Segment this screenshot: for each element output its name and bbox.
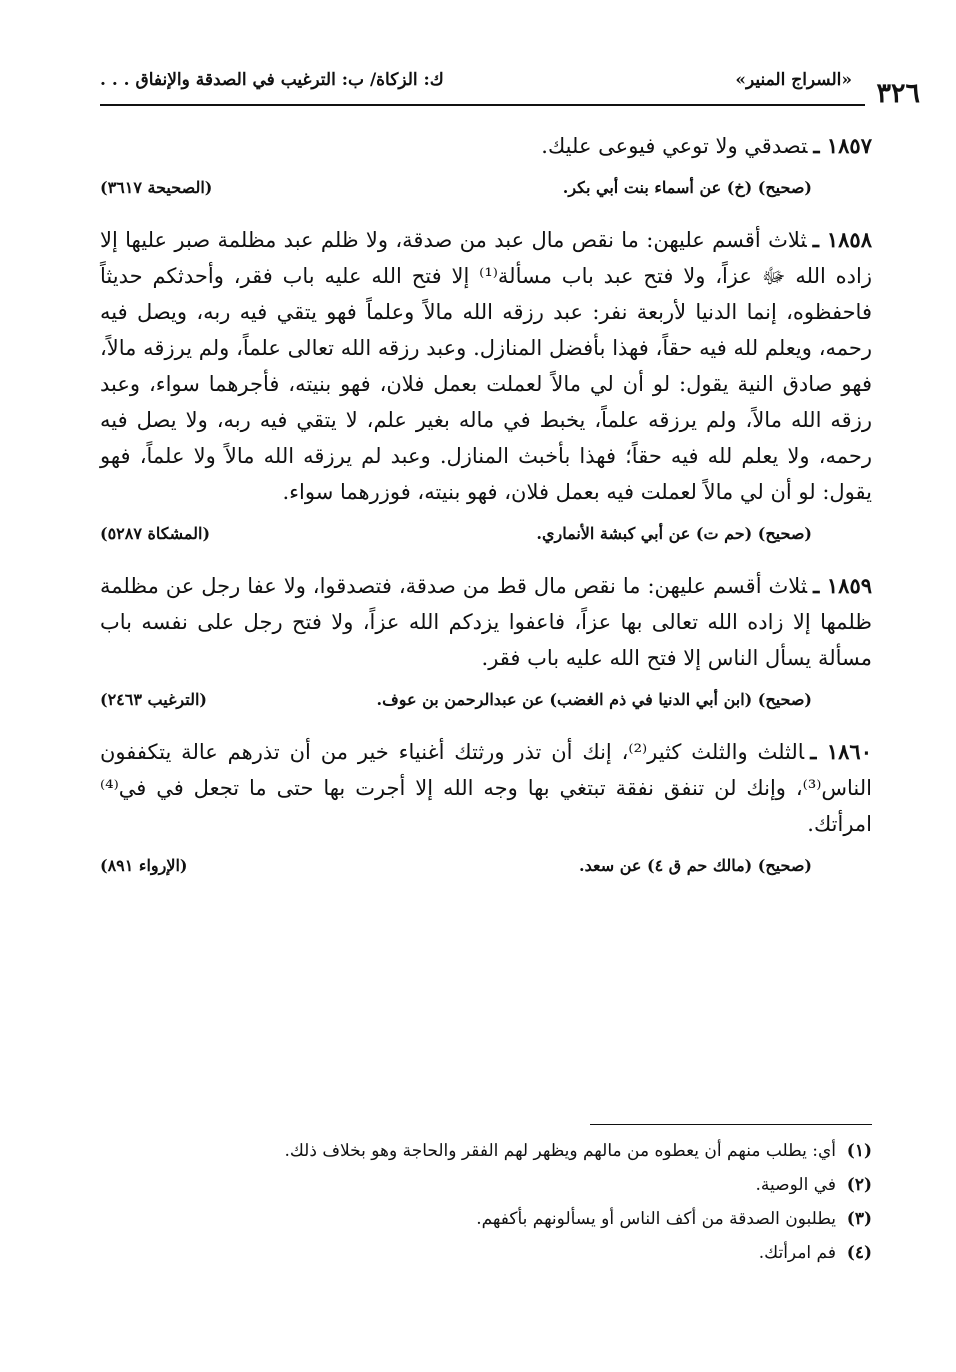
footnote-text: في الوصية. <box>755 1175 836 1195</box>
hadith-reference: (الترغيب ٢٤٦٣) <box>100 690 207 709</box>
hadith-text <box>100 568 872 676</box>
hadith-text <box>100 222 872 510</box>
hadith-1860 <box>100 734 872 884</box>
footnote-text: أي: يطلب منهم أن يعطوه من مالهم ويظهر لهم الفقر والحاجة وهو بخلاف ذلك. <box>284 1141 836 1161</box>
hadith-1857 <box>100 128 872 206</box>
hadith-grading: (صحيح) (ابن أبي الدنيا في ذم الغضب) عن عبدالرحمن بن عوف. <box>376 690 812 709</box>
hadith-text <box>100 128 872 164</box>
chapter-title: ك: الزكاة/ ب: الترغيب في الصدقة والإنفاق . . . <box>100 70 444 90</box>
hadith-grading: (صحيح) (خ) عن أسماء بنت أبي بكر. <box>562 178 812 197</box>
footnote-number: (٣) <box>846 1209 872 1229</box>
hadith-attribution <box>100 856 872 884</box>
hadith-grading: (صحيح) (حم ت) عن أبي كبشة الأنماري. <box>536 524 812 543</box>
footnotes <box>100 1134 872 1270</box>
page-number: ٣٢٦ <box>876 78 920 109</box>
header-rule <box>100 104 865 106</box>
footnote-item <box>100 1168 872 1202</box>
hadith-reference: (الإرواء ٨٩١) <box>100 856 188 875</box>
footnote-number: (٢) <box>846 1175 872 1195</box>
hadith-body: الثلث والثلث كثير⁽²⁾، إنك أن تذر ورثتك أغنياء خير من أن تذرهم عالة يتكففون الناس⁽³⁾، وإنك لن تنفق نفقة تبتغي بها وجه الله إلا أجرت بها حتى ما تجعل في في⁽⁴⁾ امرأتك. <box>100 740 872 836</box>
footnote-item <box>100 1202 872 1236</box>
hadith-number: ١٨٥٨ ـ <box>812 227 872 252</box>
hadith-number: ١٨٥٩ ـ <box>813 573 873 598</box>
footnote-text: فم امرأتك. <box>758 1243 836 1263</box>
hadith-body: ثلاث أقسم عليهن: ما نقص مال عبد من صدقة، ولا ظلم عبد مظلمة صبر عليها إلا زاده الله ﷻ عزاً، ولا فتح عبد باب مسألة⁽¹⁾ إلا فتح الله عليه باب فقر، وأحدثكم حديثاً فاحفظوه، إنما الدنيا لأربعة نفر: عبد رزقه الله مالاً وعلماً فهو يتقي فيه ربه، ويصل فيه رحمه، ويعلم لله فيه حقاً، فهذا بأفضل المنازل. وعبد رزقه الله تعالى علماً، ولم يرزقه مالاً، فهو صادق النية يقول: لو أن لي مالاً لعملت بعمل فلان، فهو بنيته، فأجرهما سواء، وعبد رزقه الله مالاً، ولم يرزقه علماً، يخبط في ماله بغير علم، لا يتقي فيه ربه، ولا يصل فيه رحمه، ولا يعلم لله فيه حقاً؛ فهذا بأخبث المنازل. وعبد لم يرزقه الله مالاً ولا علماً، فهو يقول: لو أن لي مالاً لعملت فيه بعمل فلان، فهو بنيته، فوزرهما سواء. <box>100 228 872 504</box>
footnote-item <box>100 1134 872 1168</box>
hadith-attribution <box>100 524 872 552</box>
hadith-1859 <box>100 568 872 718</box>
hadith-text <box>100 734 872 842</box>
hadith-body: ثلاث أقسم عليهن: ما نقص مال قط من صدقة، فتصدقوا، ولا عفا رجل عن مظلمة ظلمها إلا زاده الله تعالى بها عزاً، فاعفوا يزدكم الله عزاً، ولا فتح رجل على نفسه باب مسألة يسأل الناس إلا فتح الله عليه باب فقر. <box>100 574 872 670</box>
hadith-reference: (الصحيحة ٣٦١٧) <box>100 178 213 197</box>
hadith-number: ١٨٦٠ ـ <box>810 739 872 764</box>
footnote-number: (٤) <box>846 1243 872 1263</box>
page-header <box>100 66 920 109</box>
hadith-1858 <box>100 222 872 552</box>
hadith-attribution <box>100 178 872 206</box>
footnote-item <box>100 1236 872 1270</box>
hadith-grading: (صحيح) (مالك حم ق ٤) عن سعد. <box>579 856 812 875</box>
footnote-text: يطلبون الصدقة من أكف الناس أو يسألونهم بأكفهم. <box>476 1209 836 1229</box>
book-title: «السراج المنير» <box>735 70 852 90</box>
page-body <box>100 128 872 900</box>
footnote-number: (١) <box>846 1141 872 1161</box>
hadith-number: ١٨٥٧ ـ <box>813 133 872 158</box>
hadith-attribution <box>100 690 872 718</box>
hadith-reference: (المشكاة ٥٢٨٧) <box>100 524 211 543</box>
footnote-rule <box>590 1124 872 1125</box>
hadith-body: تصدقي ولا توعي فيوعى عليك. <box>541 134 808 158</box>
